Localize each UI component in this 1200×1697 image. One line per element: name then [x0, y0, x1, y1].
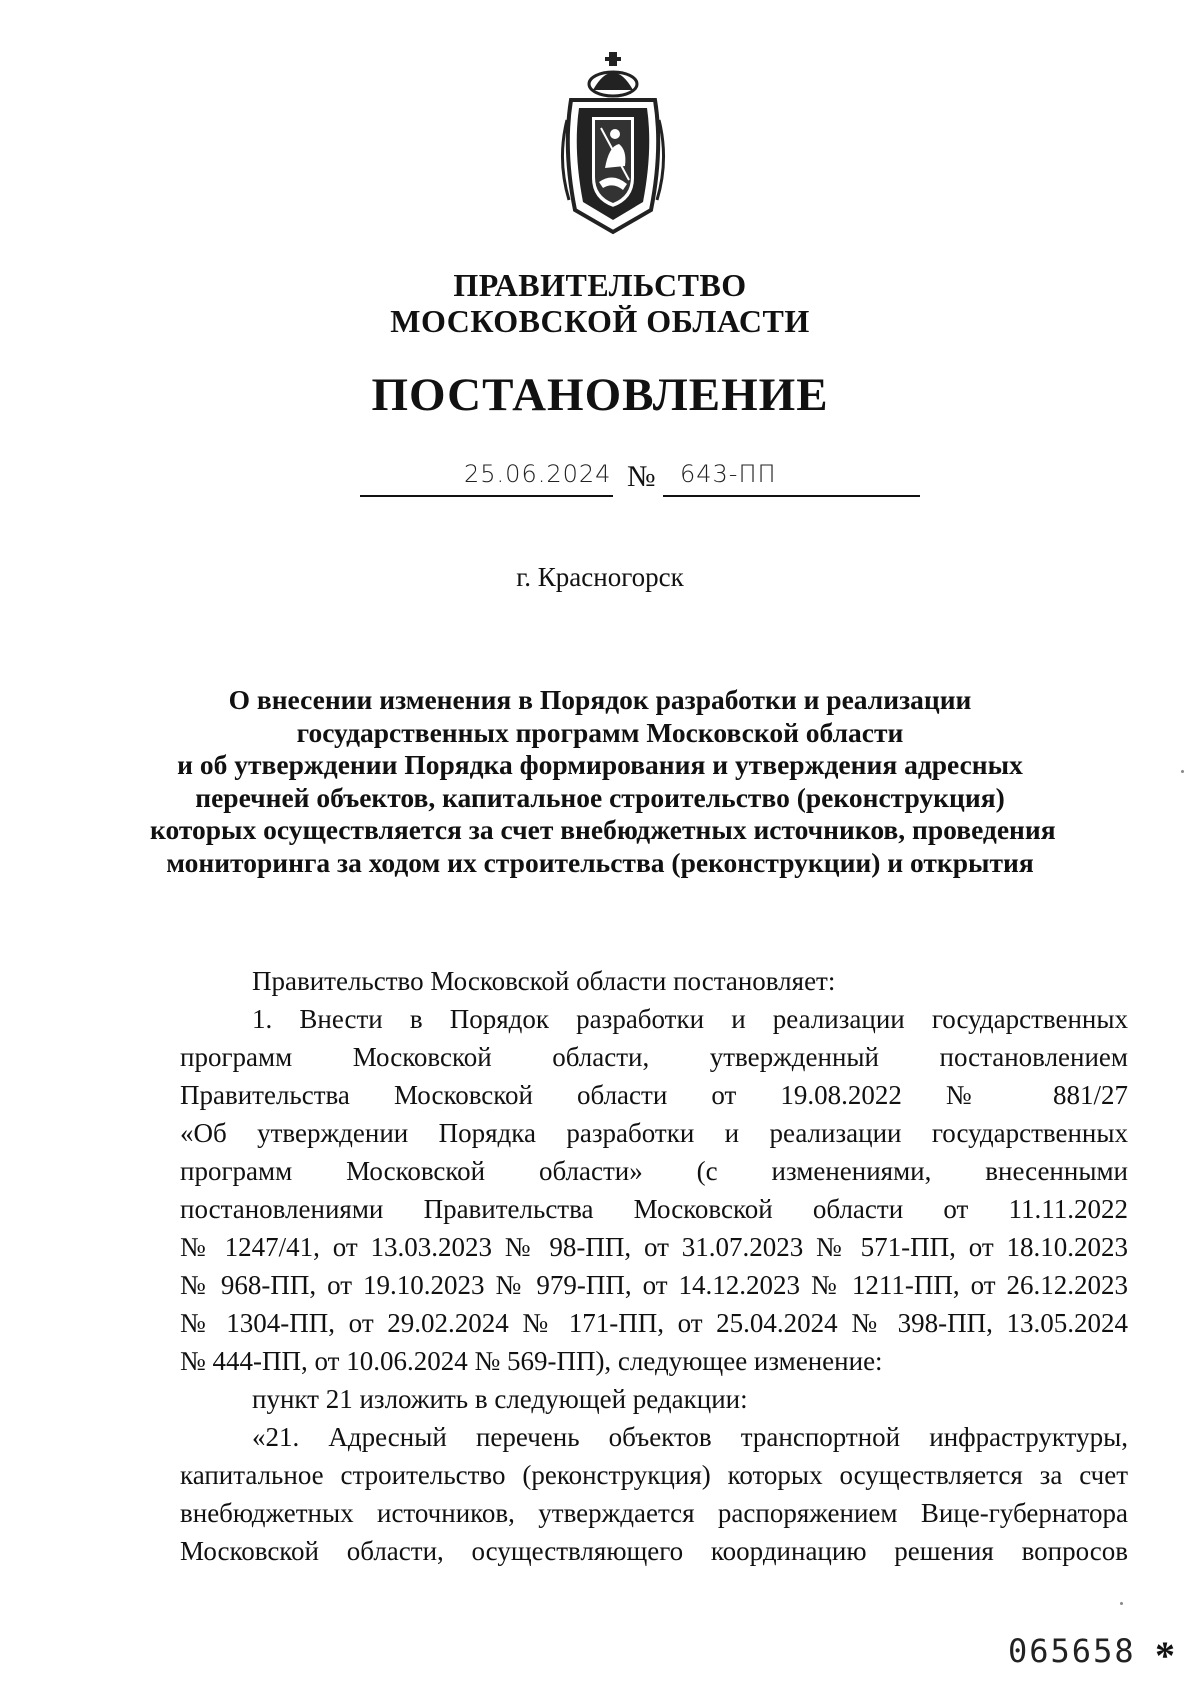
body-line: программ Московской области, утвержденный постановлением [180, 1042, 1128, 1072]
subject-line: мониторинга за ходом их строительства (реконструкции) и открытия [166, 846, 1034, 878]
form-serial-number: 065658 [1008, 1632, 1136, 1670]
body-line: 1. Внести в Порядок разработки и реализации государственных [252, 1004, 1128, 1034]
body-line: Правительства Московской области от 19.08.2022 № 881/27 [180, 1080, 1128, 1110]
body-line: «21. Адресный перечень объектов транспортной инфраструктуры, [252, 1422, 1128, 1452]
subject-line: государственных программ Московской области [296, 716, 904, 748]
serial-mark: * [1155, 1633, 1175, 1678]
number-underline [663, 495, 920, 497]
scan-speck [1181, 770, 1184, 773]
body-line: № 968-ПП, от 19.10.2023 № 979-ПП, от 14.12.2023 № 1211-ПП, от 26.12.2023 [180, 1270, 1128, 1300]
organization-name-line-2: МОСКОВСКОЙ ОБЛАСТИ [390, 303, 810, 339]
coat-of-arms-emblem [553, 50, 673, 235]
document-type-title: ПОСТАНОВЛЕНИЕ [371, 369, 829, 421]
body-line: № 1304-ПП, от 29.02.2024 № 171-ПП, от 25.04.2024 № 398-ПП, 13.05.2024 [180, 1308, 1128, 1338]
subject-line: О внесении изменения в Порядок разработки и реализации [228, 684, 972, 715]
city-of-issue: г. Красногорск [516, 562, 684, 592]
body-line: постановлениями Правительства Московской области от 11.11.2022 [180, 1194, 1128, 1224]
scan-speck [1120, 1602, 1123, 1605]
body-line: Правительство Московской области постановляет: [252, 966, 836, 996]
subject-line: и об утверждении Порядка формирования и утверждения адресных [177, 749, 1023, 780]
subject-line: перечней объектов, капитальное строительство (реконструкция) [195, 781, 1005, 813]
body-line: № 1247/41, от 13.03.2023 № 98-ПП, от 31.07.2023 № 571-ПП, от 18.10.2023 [180, 1232, 1128, 1262]
body-line: капитальное строительство (реконструкция) которых осуществляется за счет [180, 1460, 1128, 1490]
body-line: «Об утверждении Порядка разработки и реализации государственных [180, 1118, 1128, 1148]
number-sign: № [627, 460, 656, 493]
body-line: внебюджетных источников, утверждается распоряжением Вице-губернатора [180, 1498, 1128, 1528]
body-line: Московской области, осуществляющего координацию решения вопросов [180, 1536, 1128, 1566]
body-line: пункт 21 изложить в следующей редакции: [252, 1384, 748, 1414]
organization-name-line-1: ПРАВИТЕЛЬСТВО [453, 267, 747, 303]
document-subject [150, 684, 1056, 879]
body-line: № 444-ПП, от 10.06.2024 № 569-ПП), следующее изменение: [180, 1346, 883, 1376]
document-number: 643-ПП [680, 460, 777, 488]
subject-line: которых осуществляется за счет внебюджетных источников, проведения [150, 814, 1056, 845]
document-date: 25.06.2024 [464, 460, 612, 488]
body-line: программ Московской области» (с изменениями, внесенными [180, 1156, 1128, 1186]
date-underline [360, 495, 613, 497]
